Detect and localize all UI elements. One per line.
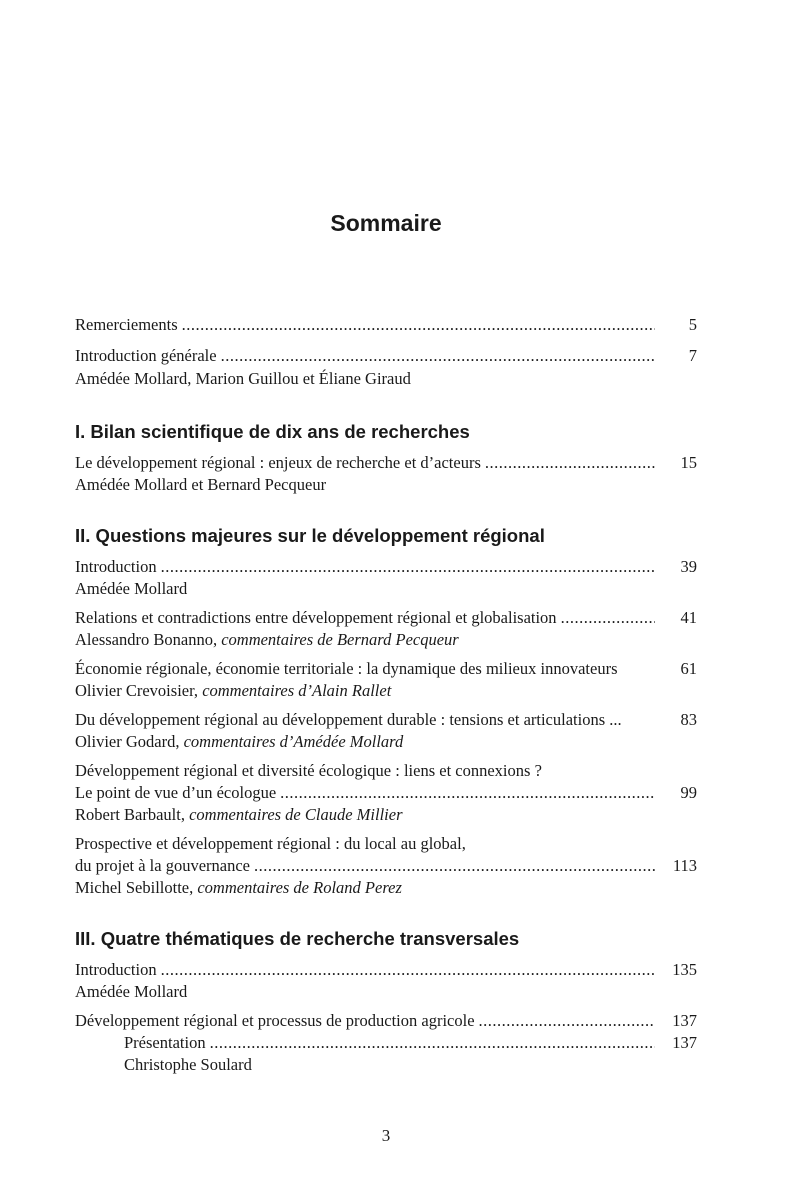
toc-entry[interactable] — [75, 708, 697, 732]
leader-dots — [161, 555, 655, 579]
author-name: Michel Sebillotte, — [75, 878, 194, 897]
entry-title: Économie régionale, économie territoriale : la dynamique des milieux innovateurs — [75, 659, 618, 678]
entry-page: 7 — [688, 346, 697, 365]
entry-page: 83 — [680, 710, 697, 729]
entry-author: Amédée Mollard — [75, 982, 188, 1001]
page-number: 3 — [381, 1126, 391, 1145]
toc-entry[interactable] — [75, 451, 697, 475]
entry-author — [75, 803, 403, 827]
entry-author — [75, 730, 403, 754]
page-title: Sommaire — [330, 210, 442, 236]
leader-dots — [210, 1031, 655, 1055]
toc-entry[interactable] — [75, 958, 697, 982]
commentary: commentaires d’Amédée Mollard — [183, 732, 404, 751]
entry-title: Présentation — [124, 1033, 206, 1052]
entry-page: 39 — [680, 557, 697, 576]
author-name: Robert Barbault, — [75, 805, 185, 824]
entry-title: Le développement régional : enjeux de recherche et d’acteurs — [75, 453, 481, 472]
toc-entry[interactable] — [75, 657, 697, 681]
section-heading-1: I. Bilan scientifique de dix ans de recherches — [75, 421, 470, 442]
entry-author: Amédée Mollard, Marion Guillou et Éliane Giraud — [75, 369, 411, 388]
section-heading-3: III. Quatre thématiques de recherche transversales — [75, 928, 520, 949]
entry-title: Introduction générale — [75, 346, 217, 365]
author-name: Olivier Godard, — [75, 732, 180, 751]
toc-entry[interactable] — [75, 854, 697, 878]
entry-title: Développement régional et processus de production agricole — [75, 1011, 475, 1030]
entry-title: Le point de vue d’un écologue — [75, 783, 277, 802]
entry-page: 135 — [672, 960, 697, 979]
leader-dots — [479, 1009, 655, 1033]
entry-page: 15 — [680, 453, 697, 472]
toc-entry-introduction-generale[interactable] — [75, 344, 697, 368]
leader-dots — [485, 451, 655, 475]
leader-dots — [561, 606, 655, 630]
entry-author — [75, 876, 402, 900]
entry-page: 113 — [672, 856, 697, 875]
leader-dots — [182, 313, 655, 337]
entry-author — [75, 679, 391, 703]
entry-title-line1: Prospective et développement régional : du local au global, — [75, 834, 466, 853]
toc-entry[interactable] — [75, 555, 697, 579]
entry-title: Remerciements — [75, 315, 178, 334]
section-heading-2: II. Questions majeures sur le développement régional — [75, 525, 545, 546]
entry-title: Introduction — [75, 557, 157, 576]
commentary: commentaires de Bernard Pecqueur — [221, 630, 459, 649]
leader-dots — [280, 781, 655, 805]
commentary: commentaires d’Alain Rallet — [202, 681, 392, 700]
entry-author — [75, 628, 459, 652]
leader-dots — [161, 958, 655, 982]
toc-subentry[interactable] — [124, 1031, 697, 1055]
entry-page: 137 — [672, 1033, 697, 1052]
entry-title-line1: Développement régional et diversité écologique : liens et connexions ? — [75, 761, 542, 780]
leader-dots — [221, 344, 655, 368]
author-name: Olivier Crevoisier, — [75, 681, 199, 700]
toc-entry[interactable] — [75, 606, 697, 630]
entry-page: 5 — [688, 315, 697, 334]
entry-page: 99 — [680, 783, 697, 802]
toc-entry[interactable] — [75, 781, 697, 805]
entry-page: 41 — [680, 608, 697, 627]
entry-page: 61 — [680, 659, 697, 678]
commentary: commentaires de Roland Perez — [197, 878, 402, 897]
entry-author: Christophe Soulard — [124, 1055, 252, 1074]
entry-title: Introduction — [75, 960, 157, 979]
entry-title: Du développement régional au développement durable : tensions et articulations ... — [75, 710, 622, 729]
entry-page: 137 — [672, 1011, 697, 1030]
author-name: Alessandro Bonanno, — [75, 630, 218, 649]
commentary: commentaires de Claude Millier — [189, 805, 403, 824]
entry-author: Amédée Mollard — [75, 579, 188, 598]
entry-title: Relations et contradictions entre développement régional et globalisation — [75, 608, 557, 627]
leader-dots — [254, 854, 655, 878]
toc-entry[interactable] — [75, 1009, 697, 1033]
entry-author: Amédée Mollard et Bernard Pecqueur — [75, 475, 327, 494]
toc-entry-remerciements[interactable] — [75, 313, 697, 337]
entry-title: du projet à la gouvernance — [75, 856, 251, 875]
